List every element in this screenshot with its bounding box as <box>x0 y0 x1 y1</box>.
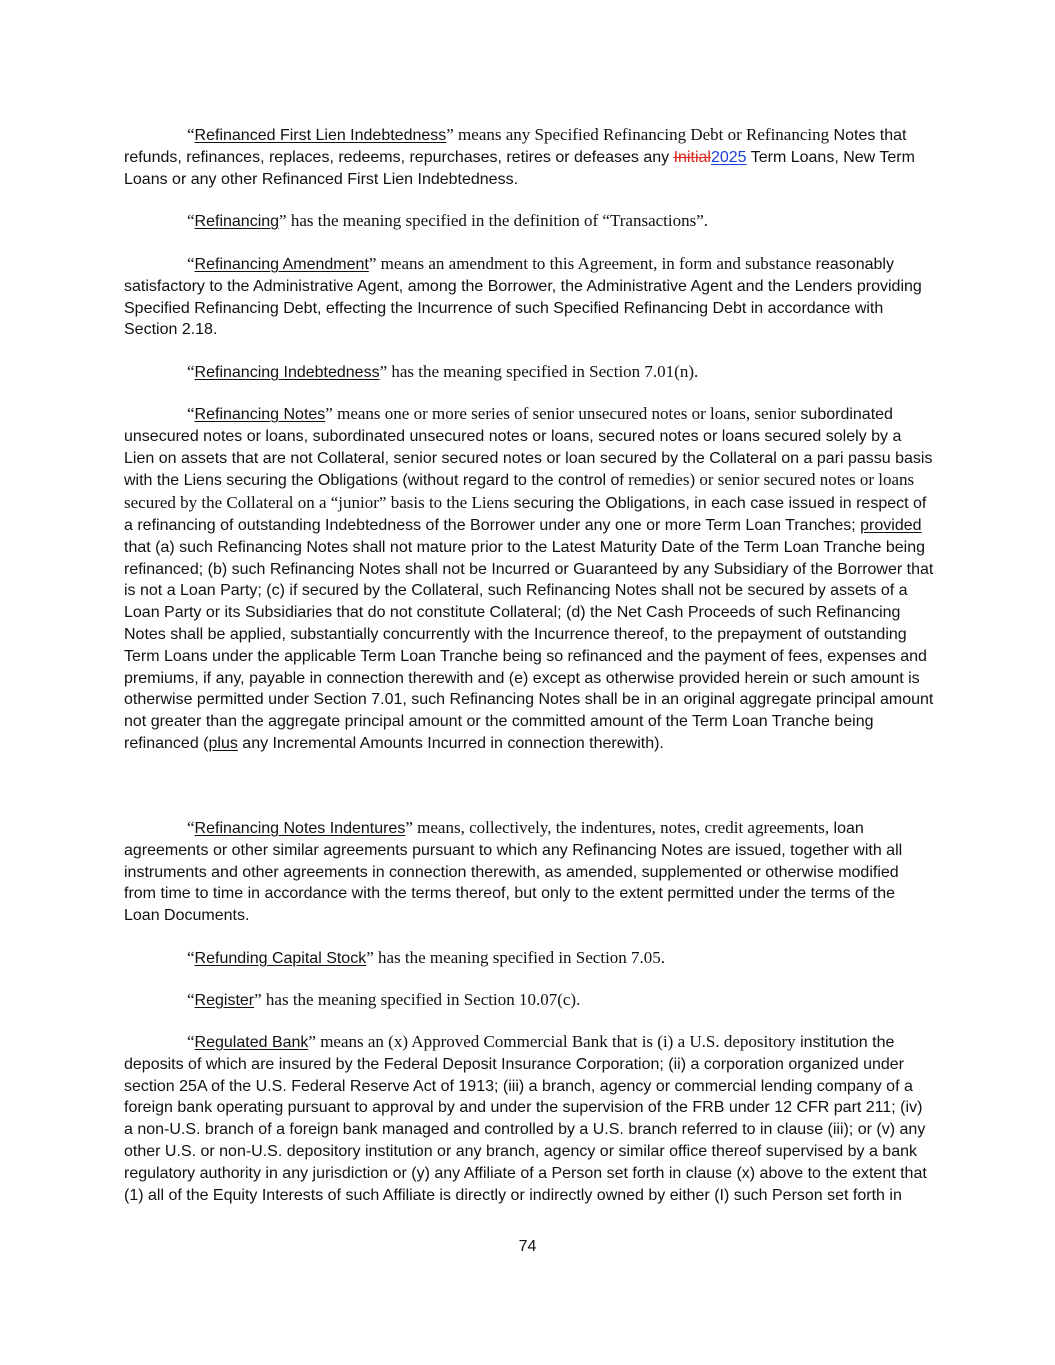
definition-body: loan agreements or other similar agreements pursuant to which any Refinancing Notes are issued, together with all instruments and other agreements in connection therewith, as amended, supplemented or otherwise modified from time to time in accordance with the terms thereof, but only to the extent permitted under the terms of the Loan Documents. <box>124 820 903 925</box>
definition-body: any Incremental Amounts Incurred in connection therewith). <box>237 734 664 752</box>
definition-refunding-capital-stock <box>124 947 934 970</box>
definition-body: Term Loans, New Term Loans or any other Refinanced First Lien Indebtedness. <box>124 148 915 188</box>
definition-body: subordinated unsecured notes or loans, subordinated unsecured notes or loans, secured notes or loans secured solely by a Lien on assets that are not Collateral, senior secured notes or loan secured by the Collateral on a pari passu basis with the Liens securing the Obligations (without regard to the control of <box>124 406 933 490</box>
definition-body-serif: remedies) or senior secured notes or loans secured by the Collateral on a “junior” basis to the Liens <box>124 470 915 513</box>
definition-body: reasonably satisfactory to the Administrative Agent, among the Borrower, the Administrative Agent and the Lenders providing Specified Refinancing Debt, effecting the Incurrence of such Specified Refinancing Debt in accordance with Section 2.18. <box>124 256 922 339</box>
open-quote: “ <box>187 254 195 273</box>
open-quote: “ <box>187 362 195 381</box>
defined-term: Refinancing Notes Indentures <box>194 820 406 837</box>
definition-lead: ” means, collectively, the indentures, notes, credit agreements, <box>405 818 830 837</box>
definition-lead: ” has the meaning specified in Section 10.07(c). <box>254 990 581 1009</box>
inserted-text: 2025 <box>710 148 747 166</box>
definition-refinancing-notes <box>124 403 934 755</box>
definition-refinancing <box>124 210 934 233</box>
defined-term: Register <box>194 992 255 1009</box>
open-quote: “ <box>187 211 195 230</box>
definition-body: institution the deposits of which are insured by the Federal Deposit Insurance Corporation; (ii) a corporation organized under section 25A of the U.S. Federal Reserve Act of 1913; (iii) a branch, agency or commercial lending company of a foreign bank operating pursuant to approval by and under the supervision of the FRB under 12 CFR part 211; (iv) a non-U.S. branch of a foreign bank managed and controlled by a U.S. branch referred to in clause (iii); or (v) any other U.S. or non-U.S. depository institution or any branch, agency or similar office thereof supervised by a bank regulatory authority in any jurisdiction or (y) any Affiliate of a Person set forth in clause (x) above to the extent that (1) all of the Equity Interests of such Affiliate is directly or indirectly owned by either (I) such Person set forth in <box>124 1034 927 1204</box>
definition-body: Notes that refunds, refinances, replaces, redeems, repurchases, retires or defeases any <box>124 127 907 166</box>
definition-body: securing the Obligations, in each case issued in respect of a refinancing of outstanding Indebtedness of the Borrower under any one or more Term Loan Tranches; <box>124 495 927 534</box>
definition-regulated-bank <box>124 1031 934 1206</box>
open-quote: “ <box>187 948 195 967</box>
definition-lead: ” has the meaning specified in Section 7.01(n). <box>379 362 699 381</box>
definition-refinancing-indebtedness <box>124 361 934 384</box>
definition-lead: ” means any Specified Refinancing Debt or Refinancing <box>446 125 830 144</box>
definition-lead: ” means one or more series of senior unsecured notes or loans, senior <box>325 404 796 423</box>
open-quote: “ <box>187 818 195 837</box>
defined-term: Refinancing Indebtedness <box>194 364 380 381</box>
page-number: 74 <box>518 1238 537 1255</box>
defined-term: Refinancing Amendment <box>194 256 369 273</box>
definition-lead: ” means an amendment to this Agreement, in form and substance <box>368 254 812 273</box>
open-quote: “ <box>187 1032 195 1051</box>
defined-term: Refinancing <box>194 213 280 230</box>
deleted-text: Initial <box>673 148 711 166</box>
definition-lead: ” has the meaning specified in the definition of “Transactions”. <box>279 211 709 230</box>
defined-term: Refinanced First Lien Indebtedness <box>194 127 447 144</box>
defined-term: Regulated Bank <box>194 1034 309 1051</box>
definition-lead: ” means an (x) Approved Commercial Bank that is (i) a U.S. depository <box>308 1032 796 1051</box>
open-quote: “ <box>187 990 195 1009</box>
definition-register <box>124 989 934 1012</box>
open-quote: “ <box>187 125 195 144</box>
definition-lead: ” has the meaning specified in Section 7.05. <box>366 948 666 967</box>
provided-term: provided <box>860 516 922 534</box>
defined-term: Refinancing Notes <box>194 406 326 423</box>
plus-term: plus <box>208 734 238 752</box>
open-quote: “ <box>187 404 195 423</box>
definition-refinancing-amendment <box>124 253 934 341</box>
definition-body: that (a) such Refinancing Notes shall not mature prior to the Latest Maturity Date of the Term Loan Tranche being refinanced; (b) such Refinancing Notes shall not be Incurred or Guaranteed by any Subsidiary of the Borrower that is not a Loan Party; (c) if secured by the Collateral, such Refinancing Notes shall not be secured by assets of a Loan Party or its Subsidiaries that do not constitute Collateral; (d) the Net Cash Proceeds of such Refinancing Notes shall be applied, substantially concurrently with the Incurrence thereof, to the prepayment of outstanding Term Loans under the applicable Term Loan Tranche being so refinanced and the payment of fees, expenses and premiums, if any, payable in connection therewith and (e) except as otherwise provided herein or such amount is otherwise permitted under Section 7.01, such Refinancing Notes shall be in an original aggregate principal amount not greater than the aggregate principal amount or the committed amount of the Term Loan Tranche being refinanced ( <box>124 538 934 752</box>
definition-refinancing-notes-indentures <box>124 817 934 927</box>
definition-refinanced-first-lien-indebtedness <box>124 124 934 190</box>
defined-term: Refunding Capital Stock <box>194 950 367 967</box>
